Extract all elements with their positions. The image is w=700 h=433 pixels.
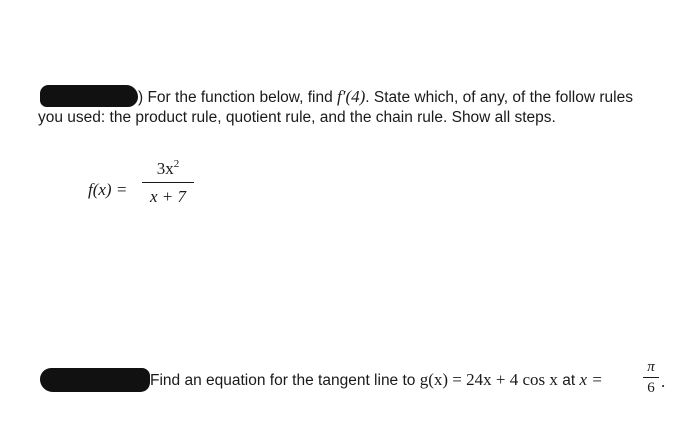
question2-x-equals: x = [579, 370, 603, 389]
fraction-denominator: x + 7 [149, 187, 187, 206]
function-label: f(x) = [88, 180, 128, 199]
question1-line1 [138, 87, 633, 108]
question2-end-period: . [661, 372, 666, 391]
question1-fprime: f′(4) [337, 87, 366, 106]
redaction-q2 [40, 368, 150, 392]
numerator-exponent: 2 [173, 158, 180, 170]
question2-prefix: Find an equation for the tangent line to [150, 372, 420, 389]
fraction-numerator [140, 157, 196, 181]
question1-prefix: ) For the function below, find [138, 89, 338, 106]
question2-function: g(x) = 24x + 4 cos x [419, 370, 558, 389]
question1-line2: you used: the product rule, quotient rule, and the chain rule. Show all steps. [38, 109, 556, 126]
pi-numerator: π [647, 359, 655, 375]
question2-at: at [557, 372, 580, 389]
pi-over-six-fraction [643, 358, 659, 397]
question1-suffix: . State which, of any, of the follow rules [365, 89, 633, 106]
pi-denominator: 6 [647, 380, 655, 396]
pi-fraction-bar [643, 377, 659, 378]
redaction-q1 [40, 85, 138, 107]
function-fraction [140, 157, 196, 209]
numerator-base: 3x [156, 159, 174, 178]
question2-line [150, 370, 603, 391]
fraction-bar [142, 182, 194, 183]
